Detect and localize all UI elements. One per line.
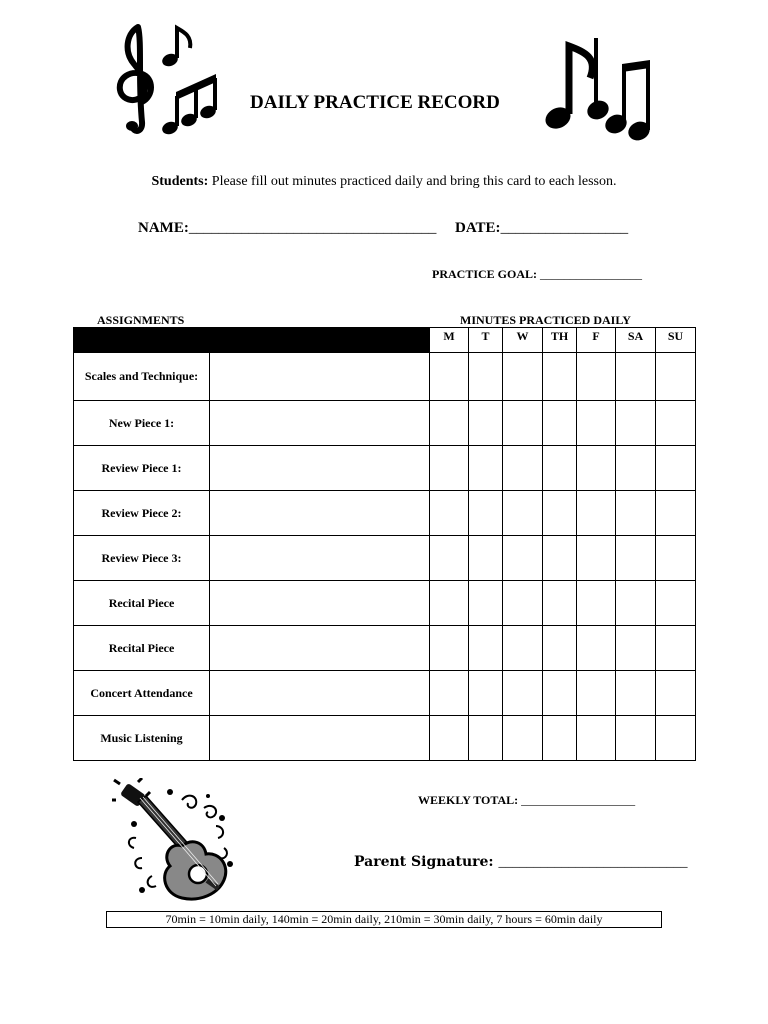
date-field[interactable] — [455, 220, 628, 237]
minutes-cell[interactable] — [430, 581, 469, 626]
assignment-cell[interactable] — [210, 401, 430, 446]
minutes-cell[interactable] — [577, 536, 616, 581]
minutes-cell[interactable] — [616, 401, 656, 446]
minutes-cell[interactable] — [543, 536, 577, 581]
table-row — [74, 446, 696, 491]
minutes-cell[interactable] — [656, 491, 696, 536]
assignment-cell[interactable] — [210, 353, 430, 401]
minutes-cell[interactable] — [469, 716, 503, 761]
minutes-cell[interactable] — [503, 353, 543, 401]
assignment-cell[interactable] — [210, 671, 430, 716]
minutes-cell[interactable] — [503, 671, 543, 716]
minutes-cell[interactable] — [656, 626, 696, 671]
table-row — [74, 581, 696, 626]
day-header: SA — [616, 328, 656, 353]
minutes-cell[interactable] — [469, 671, 503, 716]
minutes-cell[interactable] — [616, 716, 656, 761]
minutes-cell[interactable] — [656, 353, 696, 401]
day-header: M — [430, 328, 469, 353]
minutes-cell[interactable] — [503, 536, 543, 581]
minutes-cell[interactable] — [577, 491, 616, 536]
date-label: DATE: — [455, 220, 501, 236]
parent-signature-field[interactable] — [354, 854, 687, 871]
minutes-cell[interactable] — [469, 581, 503, 626]
minutes-cell[interactable] — [656, 446, 696, 491]
table-row — [74, 491, 696, 536]
table-row — [74, 671, 696, 716]
row-label: Review Piece 2: — [74, 491, 210, 536]
minutes-cell[interactable] — [469, 353, 503, 401]
parent-signature-label: Parent Signature: — [354, 854, 494, 870]
minutes-cell[interactable] — [656, 671, 696, 716]
assignment-cell[interactable] — [210, 536, 430, 581]
assignment-cell[interactable] — [210, 446, 430, 491]
minutes-cell[interactable] — [656, 401, 696, 446]
instructions — [0, 174, 768, 190]
minutes-cell[interactable] — [503, 626, 543, 671]
minutes-cell[interactable] — [503, 581, 543, 626]
music-notes-icon — [540, 30, 655, 145]
day-header: W — [503, 328, 543, 353]
instructions-prefix: Students: — [151, 174, 209, 189]
minutes-cell[interactable] — [577, 626, 616, 671]
assignment-cell[interactable] — [210, 626, 430, 671]
minutes-cell[interactable] — [577, 581, 616, 626]
minutes-cell[interactable] — [430, 716, 469, 761]
row-label: New Piece 1: — [74, 401, 210, 446]
instructions-text: Please fill out minutes practiced daily and bring this card to each lesson. — [208, 174, 617, 189]
date-blank[interactable]: _________________ — [500, 220, 629, 236]
minutes-cell[interactable] — [430, 671, 469, 716]
table-header-row — [74, 328, 696, 353]
minutes-cell[interactable] — [577, 446, 616, 491]
weekly-total-label: WEEKLY TOTAL: — [418, 793, 519, 807]
minutes-cell[interactable] — [616, 671, 656, 716]
minutes-cell[interactable] — [577, 353, 616, 401]
day-header: TH — [543, 328, 577, 353]
name-field[interactable] — [138, 220, 436, 237]
row-label: Music Listening — [74, 716, 210, 761]
conversion-note: 70min = 10min daily, 140min = 20min daily, 210min = 30min daily, 7 hours = 60min daily — [106, 911, 662, 928]
minutes-cell[interactable] — [543, 626, 577, 671]
minutes-cell[interactable] — [430, 626, 469, 671]
minutes-cell[interactable] — [543, 401, 577, 446]
minutes-cell[interactable] — [616, 626, 656, 671]
table-row — [74, 401, 696, 446]
treble-clef-and-notes-icon — [108, 22, 228, 142]
minutes-cell[interactable] — [616, 581, 656, 626]
minutes-cell[interactable] — [503, 716, 543, 761]
guitar-illustration — [112, 778, 247, 910]
minutes-cell[interactable] — [543, 581, 577, 626]
row-label: Recital Piece — [74, 581, 210, 626]
minutes-cell[interactable] — [616, 353, 656, 401]
practice-goal-label: PRACTICE GOAL: — [432, 267, 538, 281]
row-label: Scales and Technique: — [74, 353, 210, 401]
minutes-cell[interactable] — [656, 536, 696, 581]
weekly-total-field[interactable] — [418, 793, 635, 808]
day-header: F — [577, 328, 616, 353]
minutes-cell[interactable] — [469, 626, 503, 671]
minutes-cell[interactable] — [577, 671, 616, 716]
minutes-cell[interactable] — [543, 353, 577, 401]
minutes-cell[interactable] — [577, 716, 616, 761]
assignment-cell[interactable] — [210, 491, 430, 536]
table-row — [74, 716, 696, 761]
minutes-cell[interactable] — [656, 716, 696, 761]
minutes-cell[interactable] — [469, 491, 503, 536]
header-black-bar — [74, 328, 430, 353]
table-row — [74, 626, 696, 671]
minutes-cell[interactable] — [469, 446, 503, 491]
practice-goal-field[interactable] — [432, 267, 642, 282]
minutes-cell[interactable] — [543, 491, 577, 536]
minutes-cell[interactable] — [503, 446, 543, 491]
minutes-cell[interactable] — [430, 353, 469, 401]
minutes-cell[interactable] — [543, 716, 577, 761]
minutes-cell[interactable] — [430, 491, 469, 536]
parent-signature-blank[interactable]: ___________________________ — [498, 855, 688, 870]
minutes-cell[interactable] — [503, 401, 543, 446]
minutes-cell[interactable] — [577, 401, 616, 446]
minutes-cell[interactable] — [543, 446, 577, 491]
page-title: DAILY PRACTICE RECORD — [250, 92, 500, 113]
row-label: Concert Attendance — [74, 671, 210, 716]
practice-goal-blank[interactable]: _________________ — [540, 267, 643, 281]
minutes-cell[interactable] — [543, 671, 577, 716]
minutes-cell[interactable] — [616, 536, 656, 581]
practice-table — [73, 327, 696, 761]
table-row — [74, 353, 696, 401]
day-header: T — [469, 328, 503, 353]
minutes-cell[interactable] — [469, 401, 503, 446]
minutes-cell[interactable] — [469, 536, 503, 581]
minutes-cell[interactable] — [656, 581, 696, 626]
assignment-cell[interactable] — [210, 581, 430, 626]
assignment-cell[interactable] — [210, 716, 430, 761]
table-row — [74, 536, 696, 581]
minutes-cell[interactable] — [616, 446, 656, 491]
minutes-header: MINUTES PRACTICED DAILY — [460, 313, 631, 327]
day-header: SU — [656, 328, 696, 353]
name-blank[interactable]: _________________________________ — [188, 220, 437, 236]
minutes-cell[interactable] — [616, 491, 656, 536]
name-label: NAME: — [138, 220, 189, 236]
minutes-cell[interactable] — [430, 536, 469, 581]
minutes-cell[interactable] — [503, 491, 543, 536]
row-label: Recital Piece — [74, 626, 210, 671]
minutes-cell[interactable] — [430, 401, 469, 446]
row-label: Review Piece 1: — [74, 446, 210, 491]
assignments-header: ASSIGNMENTS — [97, 313, 185, 327]
row-label: Review Piece 3: — [74, 536, 210, 581]
minutes-cell[interactable] — [430, 446, 469, 491]
weekly-total-blank[interactable]: ___________________ — [521, 793, 636, 807]
